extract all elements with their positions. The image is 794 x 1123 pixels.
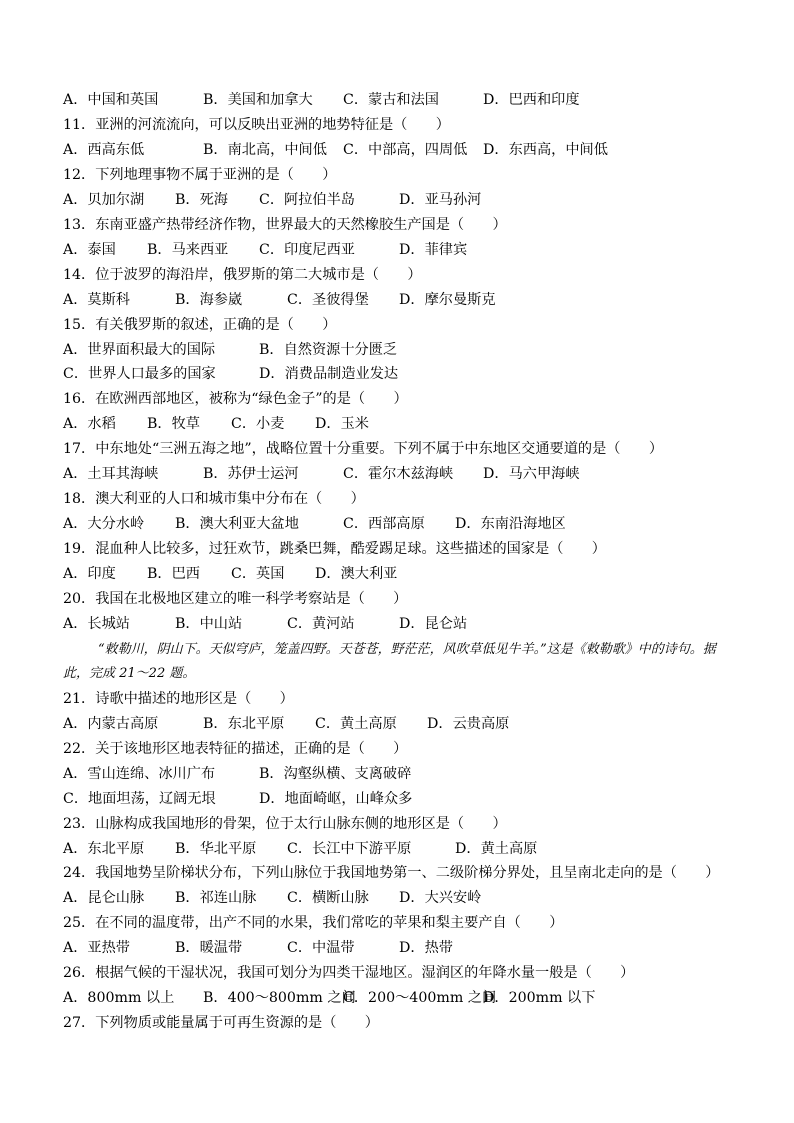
question-stem: 20．我国在北极地区建立的唯一科学考察站是（ ） [63, 591, 408, 607]
answer-option: C．西部高原 [343, 516, 425, 533]
question-stem: 27．下列物质或能量属于可再生资源的是（ ） [63, 1015, 379, 1032]
answer-option: B．中山站 [175, 615, 243, 632]
answer-option: D．大兴安岭 [399, 890, 482, 907]
options-row [63, 512, 743, 536]
answer-option: B．海参崴 [175, 291, 243, 308]
answer-option: A．西高东低 [63, 141, 145, 158]
answer-option: D．玉米 [315, 416, 369, 433]
answer-option: C．黄土高原 [315, 715, 397, 732]
answer-option: B．死海 [175, 191, 228, 208]
question-stem: 22．关于该地形区地表特征的描述，正确的是（ ） [63, 740, 408, 757]
answer-option: C．印度尼西亚 [259, 241, 355, 258]
options-row [63, 412, 743, 436]
answer-option: B．东北平原 [203, 715, 285, 732]
answer-option: A．长城站 [63, 615, 130, 632]
answer-option: A．世界面积最大的国际 [63, 341, 216, 358]
answer-option: B．牧草 [147, 416, 200, 433]
answer-option: A．水稻 [63, 416, 116, 433]
answer-option: D．东西高，中间低 [483, 141, 608, 158]
answer-option: A．泰国 [63, 241, 116, 258]
options-row [63, 787, 743, 811]
answer-option: B．自然资源十分匮乏 [259, 341, 398, 358]
answer-option: C．世界人口最多的国家 [63, 366, 216, 383]
question-stem: 16．在欧洲西部地区，被称为“绿色金子”的是（ ） [63, 391, 408, 408]
answer-option: B．马来西亚 [147, 241, 229, 258]
answer-option: A．印度 [63, 566, 116, 583]
answer-option: B．暖温带 [175, 940, 243, 957]
options-row [63, 612, 743, 636]
options-row [63, 986, 743, 1010]
answer-option: C．中温带 [287, 940, 355, 957]
question-stem: 26．根据气候的干湿状况，我国可划分为四类干湿地区。湿润区的年降水量一般是（ ） [63, 965, 635, 982]
answer-option: A．大分水岭 [63, 516, 145, 533]
answer-option: D．亚马孙河 [399, 191, 482, 208]
options-row [63, 138, 743, 162]
answer-option: A．内蒙古高原 [63, 715, 159, 732]
answer-option: A．东北平原 [63, 840, 145, 857]
question-stem: 11．亚洲的河流流向，可以反映出亚洲的地势特征是（ ） [63, 116, 450, 133]
answer-option: C．霍尔木兹海峡 [343, 466, 454, 483]
question-stem: 21．诗歌中描述的地形区是（ ） [63, 690, 294, 707]
answer-option: B．沟壑纵横、支离破碎 [259, 765, 412, 782]
answer-option: D．200mm 以下 [483, 990, 596, 1007]
question-stem: 14．位于波罗的海沿岸，俄罗斯的第二大城市是（ ） [63, 266, 422, 283]
answer-option: A．土耳其海峡 [63, 466, 159, 483]
answer-option: D．地面崎岖，山峰众多 [259, 790, 413, 807]
question-stem: 12．下列地理事物不属于亚洲的是（ ） [63, 166, 337, 183]
answer-option: C．蒙古和法国 [343, 92, 439, 108]
answer-option: A．雪山连绵、冰川广布 [63, 765, 216, 782]
options-row [63, 362, 743, 386]
options-row [63, 712, 743, 736]
answer-option: A．昆仑山脉 [63, 890, 145, 907]
question-stem: 18．澳大利亚的人口和城市集中分布在（ ） [63, 491, 365, 508]
answer-option: D．昆仑站 [399, 615, 468, 632]
options-row [63, 562, 743, 586]
answer-option: C．黄河站 [287, 615, 355, 632]
options-row [63, 886, 743, 910]
answer-option: D．巴西和印度 [483, 92, 580, 108]
answer-option: D．马六甲海峡 [483, 466, 580, 483]
answer-option: D．摩尔曼斯克 [399, 291, 496, 308]
answer-option: C．中部高，四周低 [343, 141, 468, 158]
options-row [63, 936, 743, 960]
question-stem: 25．在不同的温度带，出产不同的水果，我们常吃的苹果和梨主要产自（ ） [63, 915, 564, 932]
answer-option: B．祁连山脉 [175, 890, 257, 907]
question-stem: 24．我国地势呈阶梯状分布，下列山脉位于我国地势第一、二级阶梯分界处，且呈南北走向的是（ ） [63, 865, 720, 882]
question-stem: 17．中东地处“三洲五海之地”，战略位置十分重要。下列不属于中东地区交通要道的是（ ） [63, 441, 664, 458]
answer-option: D．热带 [399, 940, 453, 957]
options-row [63, 288, 743, 312]
answer-option: A．中国和英国 [63, 92, 159, 108]
answer-option: B．美国和加拿大 [203, 92, 313, 108]
question-stem: 19．混血种人比较多，过狂欢节，跳桑巴舞，酷爱踢足球。这些描述的国家是（ ） [63, 541, 606, 558]
answer-option: D．云贵高原 [427, 715, 510, 732]
answer-option: B．澳大利亚大盆地 [175, 516, 299, 533]
answer-option: D．菲律宾 [399, 241, 468, 258]
reading-passage: “敕勒川，阴山下。天似穹庐，笼盖四野。天苍苍，野茫茫，风吹草低见牛羊。”这是《敕勒歌》中的诗句。据此，完成 21～22 题。 [63, 641, 716, 682]
answer-option: A．莫斯科 [63, 291, 130, 308]
answer-option: B．华北平原 [175, 840, 257, 857]
answer-option: A．800mm 以上 [63, 990, 175, 1007]
options-row [63, 462, 743, 486]
options-row [63, 762, 743, 786]
answer-option: C．长江中下游平原 [287, 840, 412, 857]
answer-option: B．巴西 [147, 566, 200, 583]
options-row [63, 88, 743, 112]
answer-option: B．400～800mm 之间 [203, 990, 356, 1007]
options-row [63, 238, 743, 262]
answer-option: C．小麦 [231, 416, 285, 433]
question-stem: 23．山脉构成我国地形的骨架，位于太行山脉东侧的地形区是（ ） [63, 815, 507, 832]
answer-option: D．黄土高原 [455, 840, 538, 857]
answer-option: B．南北高，中间低 [203, 141, 327, 158]
question-stem: 15．有关俄罗斯的叙述，正确的是（ ） [63, 316, 337, 333]
answer-option: A．贝加尔湖 [63, 191, 145, 208]
options-row [63, 188, 743, 212]
answer-option: D．东南沿海地区 [455, 516, 566, 533]
answer-option: C．阿拉伯半岛 [259, 191, 355, 208]
answer-option: D．澳大利亚 [315, 566, 398, 583]
answer-option: A．亚热带 [63, 940, 130, 957]
answer-option: D．消费品制造业发达 [259, 366, 399, 383]
question-stem: 13．东南亚盛产热带经济作物，世界最大的天然橡胶生产国是（ ） [63, 216, 507, 233]
answer-option: C．地面坦荡，辽阔无垠 [63, 790, 216, 807]
options-row [63, 837, 743, 861]
answer-option: C．横断山脉 [287, 890, 369, 907]
answer-option: B．苏伊士运河 [203, 466, 299, 483]
answer-option: C．200～400mm 之间 [343, 990, 497, 1007]
answer-option: C．圣彼得堡 [287, 291, 369, 308]
answer-option: C．英国 [231, 566, 285, 583]
options-row [63, 338, 743, 362]
